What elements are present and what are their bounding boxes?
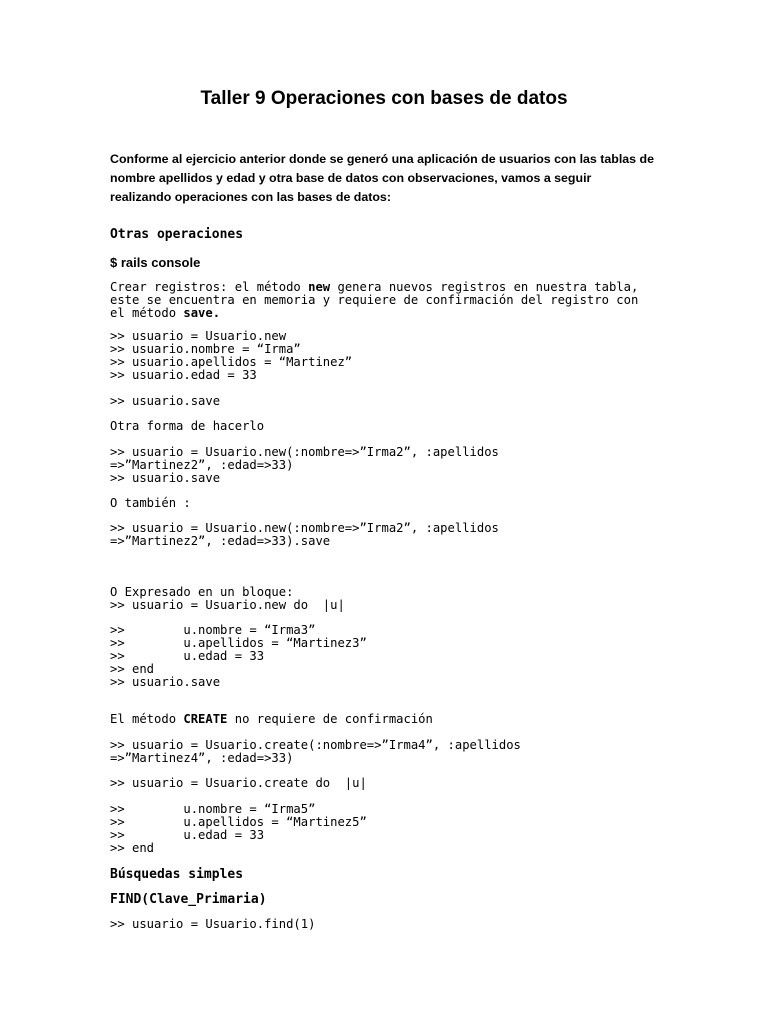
tambien-text: O también : — [110, 496, 191, 510]
code-block-new-hash-save: >> usuario = Usuario.new(:nombre=>”Irma2”, :apellidos =>”Martinez2”, :edad=>33).save — [110, 521, 499, 548]
section-heading-find: FIND(Clave_Primaria) — [110, 892, 267, 907]
page-title: Taller 9 Operaciones con bases de datos — [200, 88, 568, 109]
crear-text-mid: genera nuevos registros en nuestra tabla, este se encuentra en memoria y requiere de confirmación del registro con el método — [110, 280, 639, 320]
crear-text-pre: Crear registros: el método — [110, 280, 309, 294]
rails-console-command: $ rails console — [110, 255, 201, 270]
create-text-pre: El método — [110, 712, 184, 726]
code-block-save: >> usuario.save — [110, 394, 221, 408]
otra-forma-text: Otra forma de hacerlo — [110, 419, 265, 433]
section-heading-busquedas: Búsquedas simples — [110, 867, 244, 882]
keyword-save: save. — [183, 306, 221, 320]
crear-registros-paragraph — [110, 281, 655, 320]
create-text-post: no requiere de confirmación — [227, 712, 433, 726]
code-block-create-body: >> u.nombre = “Irma5” >> u.apellidos = “Martinez5” >> u.edad = 33 >> end — [110, 802, 367, 855]
keyword-new: new — [308, 280, 331, 294]
section-heading-otras-operaciones: Otras operaciones — [110, 227, 244, 242]
code-block-new-hash: >> usuario = Usuario.new(:nombre=>”Irma2”, :apellidos =>”Martinez2”, :edad=>33) >> usuario.save — [110, 445, 499, 485]
code-block-bloque-body: >> u.nombre = “Irma3” >> u.apellidos = “Martinez3” >> u.edad = 33 >> end >> usuario.save — [110, 623, 367, 689]
code-block-find: >> usuario = Usuario.find(1) — [110, 917, 316, 931]
intro-paragraph: Conforme al ejercicio anterior donde se generó una aplicación de usuarios con las tablas de nombre apellidos y edad y otra base de datos con observaciones, vamos a seguir realizando operaciones con las bases de datos: — [110, 152, 654, 204]
code-block-create-do: >> usuario = Usuario.create do |u| — [110, 776, 367, 790]
code-block-bloque-start: O Expresado en un bloque: >> usuario = Usuario.new do |u| — [110, 585, 345, 612]
create-method-line — [110, 713, 670, 726]
keyword-create: CREATE — [183, 712, 228, 726]
code-block-new: >> usuario = Usuario.new >> usuario.nombre = “Irma” >> usuario.apellidos = “Martinez” >> usuario.edad = 33 — [110, 329, 353, 382]
code-block-create-hash: >> usuario = Usuario.create(:nombre=>”Irma4”, :apellidos =>”Martinez4”, :edad=>33) — [110, 738, 521, 765]
